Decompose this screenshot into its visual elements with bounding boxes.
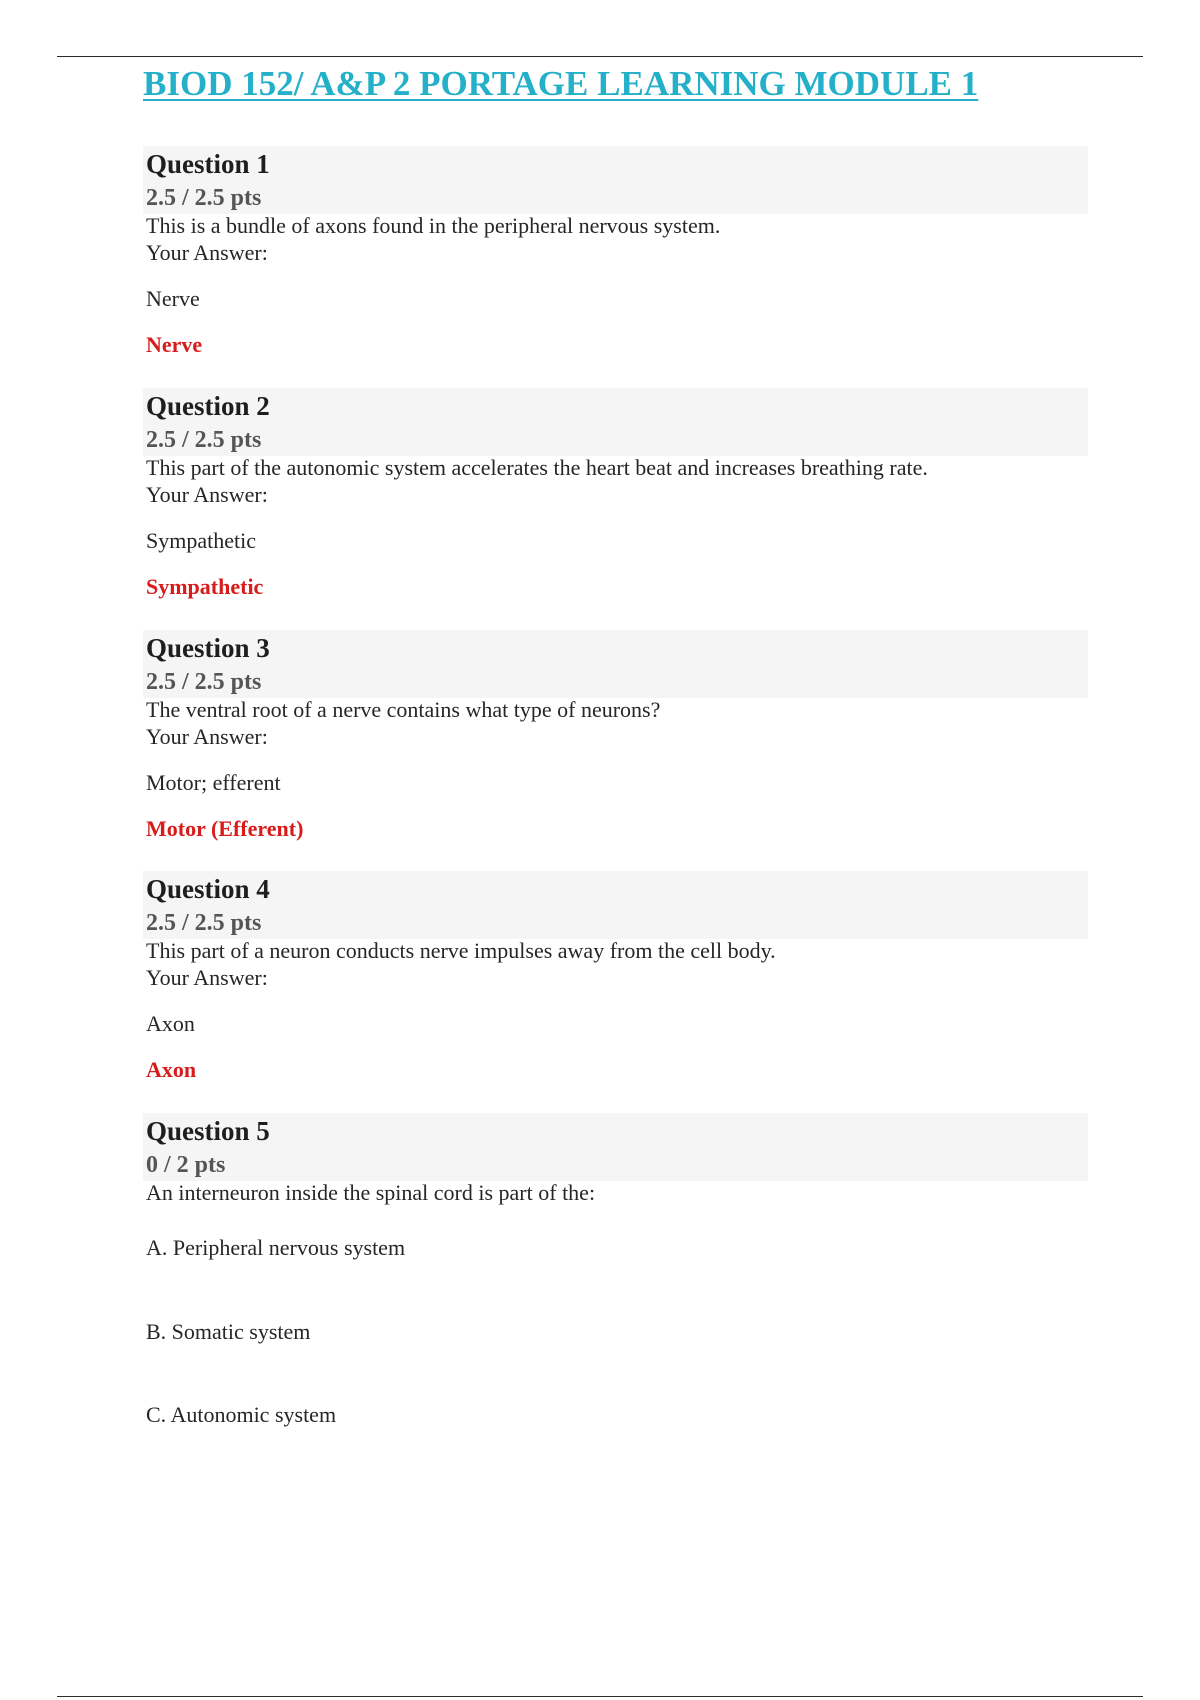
question-header bbox=[143, 871, 1088, 939]
answer-option: B. Somatic system bbox=[146, 1319, 311, 1344]
answer-option: C. Autonomic system bbox=[146, 1402, 337, 1427]
correct-answer: Sympathetic bbox=[146, 574, 264, 599]
answer-option: A. Peripheral nervous system bbox=[146, 1235, 406, 1260]
top-rule bbox=[57, 56, 1143, 57]
question-text: An interneuron inside the spinal cord is part of the: bbox=[146, 1180, 596, 1205]
question-text: This part of the autonomic system accelerates the heart beat and increases breathing rate. bbox=[146, 455, 928, 480]
correct-answer: Axon bbox=[146, 1057, 197, 1082]
question-header bbox=[143, 146, 1088, 214]
question-title: Question 3 bbox=[146, 633, 270, 663]
question-header bbox=[143, 388, 1088, 456]
your-answer: Sympathetic bbox=[146, 528, 256, 553]
your-answer-label: Your Answer: bbox=[146, 482, 268, 507]
question-points: 2.5 / 2.5 pts bbox=[146, 427, 262, 453]
question-title: Question 1 bbox=[146, 149, 270, 179]
question-text: This part of a neuron conducts nerve impulses away from the cell body. bbox=[146, 938, 776, 963]
question-header bbox=[143, 630, 1088, 698]
your-answer: Nerve bbox=[146, 286, 200, 311]
your-answer-label: Your Answer: bbox=[146, 724, 268, 749]
question-header bbox=[143, 1113, 1088, 1181]
bottom-rule bbox=[57, 1696, 1143, 1697]
your-answer: Axon bbox=[146, 1011, 195, 1036]
correct-answer: Motor (Efferent) bbox=[146, 816, 304, 841]
your-answer: Motor; efferent bbox=[146, 770, 281, 795]
document-title: BIOD 152/ A&P 2 PORTAGE LEARNING MODULE 1 bbox=[143, 64, 979, 103]
question-text: The ventral root of a nerve contains what type of neurons? bbox=[146, 697, 661, 722]
question-title: Question 2 bbox=[146, 391, 270, 421]
your-answer-label: Your Answer: bbox=[146, 240, 268, 265]
question-points: 2.5 / 2.5 pts bbox=[146, 185, 262, 211]
question-points: 2.5 / 2.5 pts bbox=[146, 910, 262, 936]
question-points: 0 / 2 pts bbox=[146, 1152, 226, 1178]
your-answer-label: Your Answer: bbox=[146, 965, 268, 990]
question-title: Question 5 bbox=[146, 1116, 270, 1146]
question-title: Question 4 bbox=[146, 874, 270, 904]
question-points: 2.5 / 2.5 pts bbox=[146, 669, 262, 695]
question-text: This is a bundle of axons found in the peripheral nervous system. bbox=[146, 213, 721, 238]
correct-answer: Nerve bbox=[146, 332, 203, 357]
